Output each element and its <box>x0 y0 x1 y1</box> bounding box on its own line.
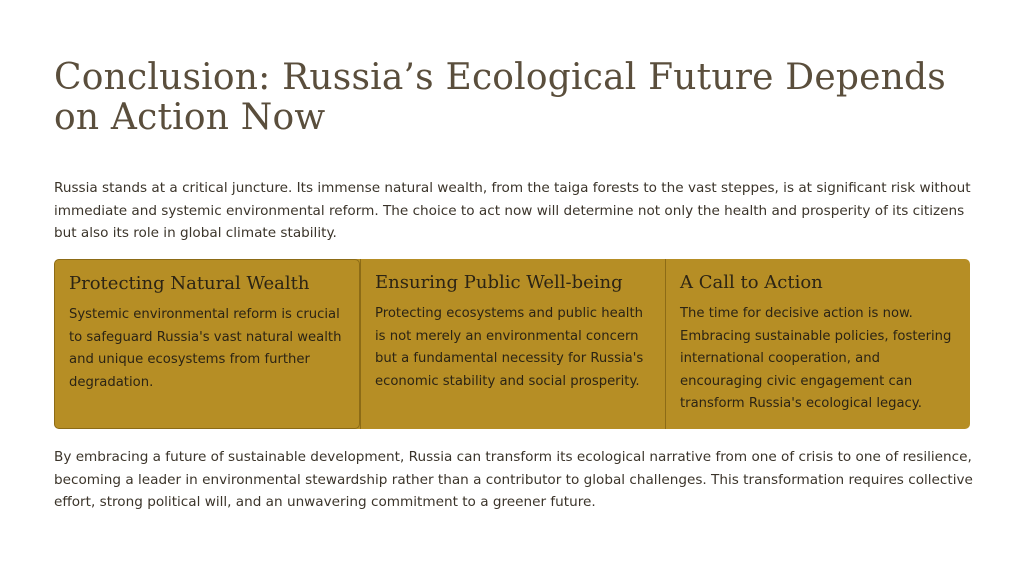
card-protecting-natural-wealth <box>54 259 360 429</box>
card-body: Protecting ecosystems and public health is not merely an environmental concern but a fundamental necessity for Russia's economic stability and social prosperity. <box>375 306 644 389</box>
slide-title: Conclusion: Russia’s Ecological Future Depends on Action Now <box>54 57 946 138</box>
card-title: A Call to Action <box>680 272 823 293</box>
card-body: The time for decisive action is now. Embracing sustainable policies, fostering international cooperation, and encouraging civic engagement can transform Russia's ecological legacy. <box>680 306 952 411</box>
card-call-to-action <box>665 259 970 429</box>
card-ensuring-public-well-being <box>360 259 665 429</box>
card-title: Ensuring Public Well-being <box>375 272 623 293</box>
intro-paragraph: Russia stands at a critical juncture. Its immense natural wealth, from the taiga forests to the vast steppes, is at significant risk without immediate and systemic environmental reform. The choice to act now will determine not only the health and prosperity of its citizens but also its role in global climate stability. <box>54 180 971 241</box>
card-title: Protecting Natural Wealth <box>69 273 310 294</box>
closing-paragraph: By embracing a future of sustainable development, Russia can transform its ecological narrative from one of crisis to one of resilience, becoming a leader in environmental stewardship rather than a contributor to global challenges. This transformation requires collective effort, strong political will, and an unwavering commitment to a greener future. <box>54 449 973 510</box>
card-body: Systemic environmental reform is crucial to safeguard Russia's vast natural wealth and unique ecosystems from further degradation. <box>69 307 342 390</box>
card-row <box>54 259 970 429</box>
